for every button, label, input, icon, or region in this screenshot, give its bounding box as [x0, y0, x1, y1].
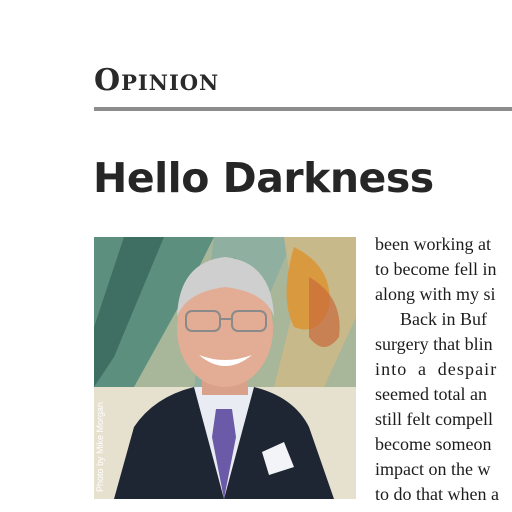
portrait-illustration — [94, 237, 356, 499]
body-line: still felt compell — [375, 409, 493, 429]
body-line: into a despair — [375, 359, 498, 379]
section-label: Opinion — [94, 63, 220, 98]
body-line: impact on the w — [375, 459, 491, 479]
body-line: Back in Buf — [400, 309, 487, 329]
body-line: seemed total an — [375, 384, 487, 404]
body-line: surgery that blin — [375, 334, 493, 354]
body-line: been working at — [375, 234, 491, 254]
body-line: along with my si — [375, 284, 496, 304]
article-photo — [94, 237, 356, 499]
article-headline: Hello Darkness — [93, 154, 434, 202]
body-line: become someon — [375, 434, 492, 454]
body-line: to become fell in — [375, 259, 497, 279]
article-body-column — [375, 232, 512, 507]
body-line: to do that when a — [375, 484, 499, 504]
section-divider — [94, 107, 512, 111]
photo-credit: Photo by Mike Morgan — [95, 401, 105, 492]
